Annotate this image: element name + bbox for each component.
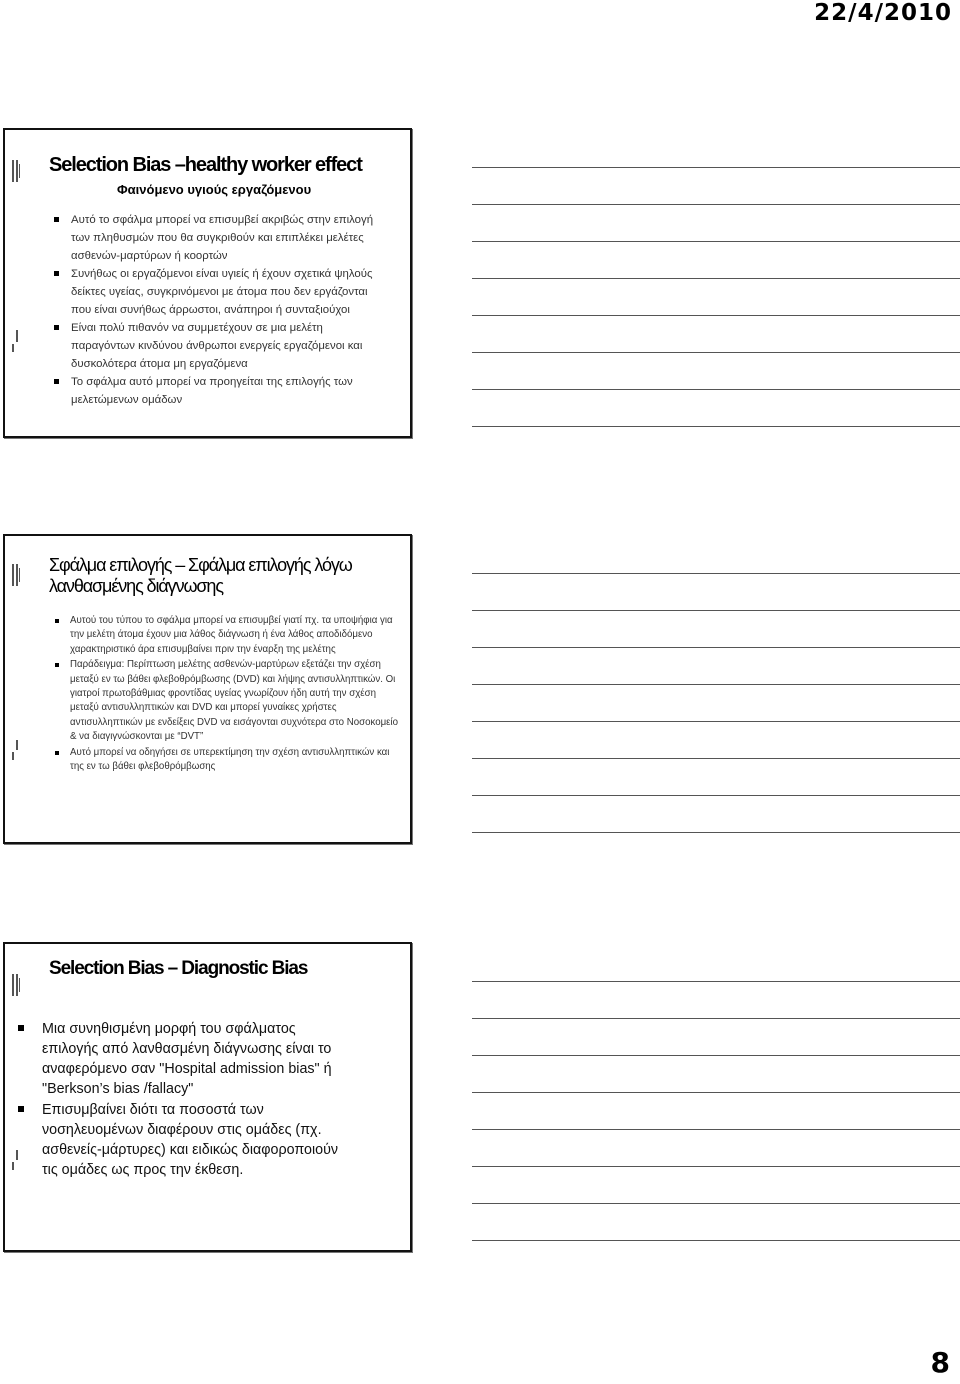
page-number: 8 xyxy=(930,1346,950,1379)
slide-side-marks xyxy=(12,130,22,436)
slide-3 xyxy=(3,942,412,1252)
slide-title xyxy=(49,555,352,597)
list-item: Αυτού του τύπου το σφάλμα μπορεί να επισυμβεί γιατί πχ. τα υποψήφια για την μελέτη άτομα έχουν μια λάθος διάγνωση ή ένα λάθος αποδιδόμενο χαρακτηριστικό άρα επισυμβαίνει πριν την έναρξη της μελέτης xyxy=(55,614,402,657)
list-item: Μια συνηθισμένη μορφή του σφάλματος επιλογής από λανθασμένη διάγνωσης είναι το αναφερόμενο σαν "Hospital admission bias" ή "Berkson’s bias /fallacy" xyxy=(17,1019,347,1099)
slide-side-marks xyxy=(12,536,22,842)
slide-2 xyxy=(3,534,412,844)
slide-title-line: λανθασμένης διάγνωσης xyxy=(49,576,223,596)
slide-title: Selection Bias – Diagnostic Bias xyxy=(49,958,308,979)
slide-subtitle: Φαινόμενο υγιούς εργαζόμενου xyxy=(117,182,312,197)
list-item: Το σφάλμα αυτό μπορεί να προηγείται της επιλογής των μελετώμενων ομάδων xyxy=(54,373,379,409)
list-item: Αυτό μπορεί να οδηγήσει σε υπερεκτίμηση την σχέση αντισυλληπτικών και της εν τω βάθει φλεβοθρόμβωσης xyxy=(55,746,402,775)
page-date: 22/4/2010 xyxy=(814,0,952,26)
bullet-list xyxy=(54,211,379,409)
slide-title-line: Σφάλμα επιλογής – Σφάλμα επιλογής λόγω xyxy=(49,555,352,575)
slide-title: Selection Bias –healthy worker effect xyxy=(49,154,362,176)
list-item: Είναι πολύ πιθανόν να συμμετέχουν σε μια μελέτη παραγόντων κινδύνου άνθρωποι ενεργείς εργαζόμενοι και δυσκολότερα άτομα μη εργαζόμενα xyxy=(54,319,379,373)
list-item: Παράδειγμα: Περίπτωση μελέτης ασθενών-μαρτύρων εξετάζει την σχέση μεταξύ εν τω βάθει φλεβοθρόμβωσης (DVD) και λήψης αντισυλληπτικών. Οι γιατροί πρωτοβάθμιας φροντίδας υγείας γνωρίζουν ήδη αυτή την σχέση μεταξύ αντισυλληπτικών και DVD και μπορεί γυναίκες χρήστες αντισυλληπτικών με ενδείξεις DVD να εισάγονται συχνότερα στο Νοσοκομείο & να διαγιγνώσκονται με “DVT” xyxy=(55,658,402,744)
list-item: Επισυμβαίνει διότι τα ποσοστά των νοσηλευομένων διαφέρουν στις ομάδες (πχ. ασθενείς-μάρτυρες) και ειδικώς διαφοροποιούν τις ομάδες ως προς την έκθεση. xyxy=(17,1100,347,1180)
list-item: Συνήθως οι εργαζόμενοι είναι υγιείς ή έχουν σχετικά ψηλούς δείκτες υγείας, συγκρινόμενοι με άτομα που δεν εργάζονται που είναι συνήθως άρρωστοι, ανάπηροι ή συνταξιούχοι xyxy=(54,265,379,319)
slide-1 xyxy=(3,128,412,438)
list-item: Αυτό το σφάλμα μπορεί να επισυμβεί ακριβώς στην επιλογή των πληθυσμών που θα συγκριθούν και επιπλέκει μελέτες ασθενών-μαρτύρων ή κοορτών xyxy=(54,211,379,265)
bullet-list xyxy=(55,614,402,774)
bullet-list xyxy=(17,1019,347,1180)
